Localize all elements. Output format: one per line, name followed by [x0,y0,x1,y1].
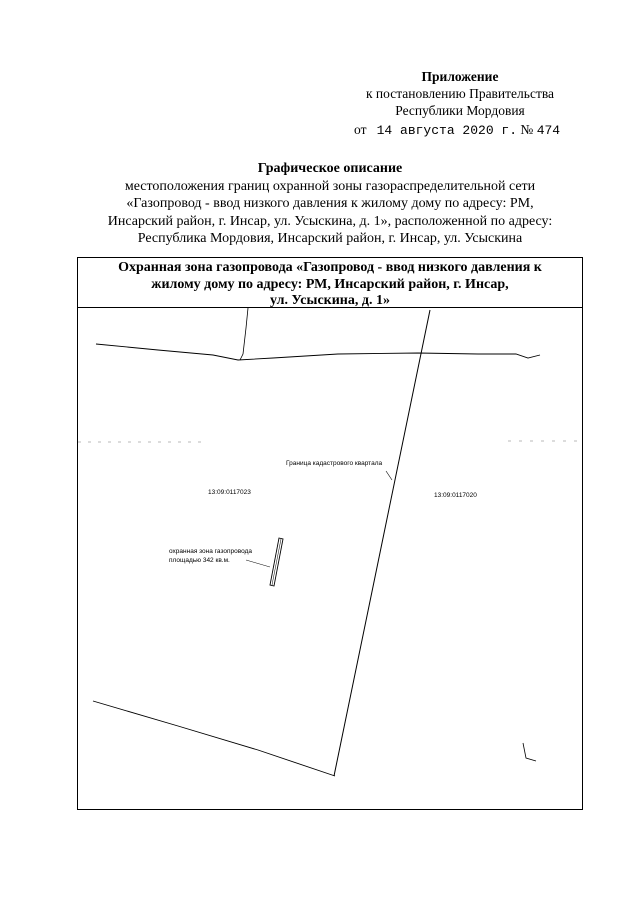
appendix-line-2: Республики Мордовия [395,103,525,118]
parcel-left-label: 13:09:0117023 [208,489,251,496]
appendix-block [300,68,580,119]
quarter-boundary-line [334,310,430,776]
zone-label-line-2: площадью 342 кв.м. [169,557,230,564]
pipeline-axis [272,539,281,585]
lower-boundary-line [93,701,335,776]
map-title-line-1: Охранная зона газопровода «Газопровод - ввод низкого давления к [118,260,542,275]
parcel-right-label: 13:09:0117020 [434,492,477,499]
map-title-line-2: жилому дому по адресу: РМ, Инсарский район, г. Инсар, [151,276,509,292]
map-title-line-3: ул. Усыскина, д. 1» [270,293,390,308]
date-value: 14 августа 2020 г. [376,123,518,138]
label-leader-line [386,471,392,480]
zone-leader-line [246,560,270,567]
corner-mark [523,743,536,761]
appendix-line-1: к постановлению Правительства [365,86,555,101]
map-frame [77,257,583,810]
number-value: 474 [536,123,561,138]
title-heading: Графическое описание [257,161,403,176]
zone-label-line-1: охранная зона газопровода [169,548,252,555]
appendix-heading: Приложение [421,69,499,84]
document-title [70,160,590,248]
appendix-date-line [354,122,560,138]
title-line-1: местоположения границ охранной зоны газораспределительной сети [124,178,536,194]
number-prefix: № [520,122,534,137]
date-prefix: от [354,122,367,137]
map-drawing [78,258,584,811]
title-line-4: Республика Мордовия, Инсарский район, г. Инсар, ул. Усыскина [137,231,523,246]
top-boundary-line [240,308,248,360]
title-line-3: Инсарский район, г. Инсар, ул. Усыскина, д. 1», расположенной по адресу: [107,213,553,229]
quarter-boundary-label: Граница кадастрового квартала [286,460,383,467]
map-frame-title [78,258,582,308]
title-line-2: «Газопровод - ввод низкого давления к жилому дому по адресу: РМ, [126,196,534,211]
upper-boundary-line [96,344,540,360]
